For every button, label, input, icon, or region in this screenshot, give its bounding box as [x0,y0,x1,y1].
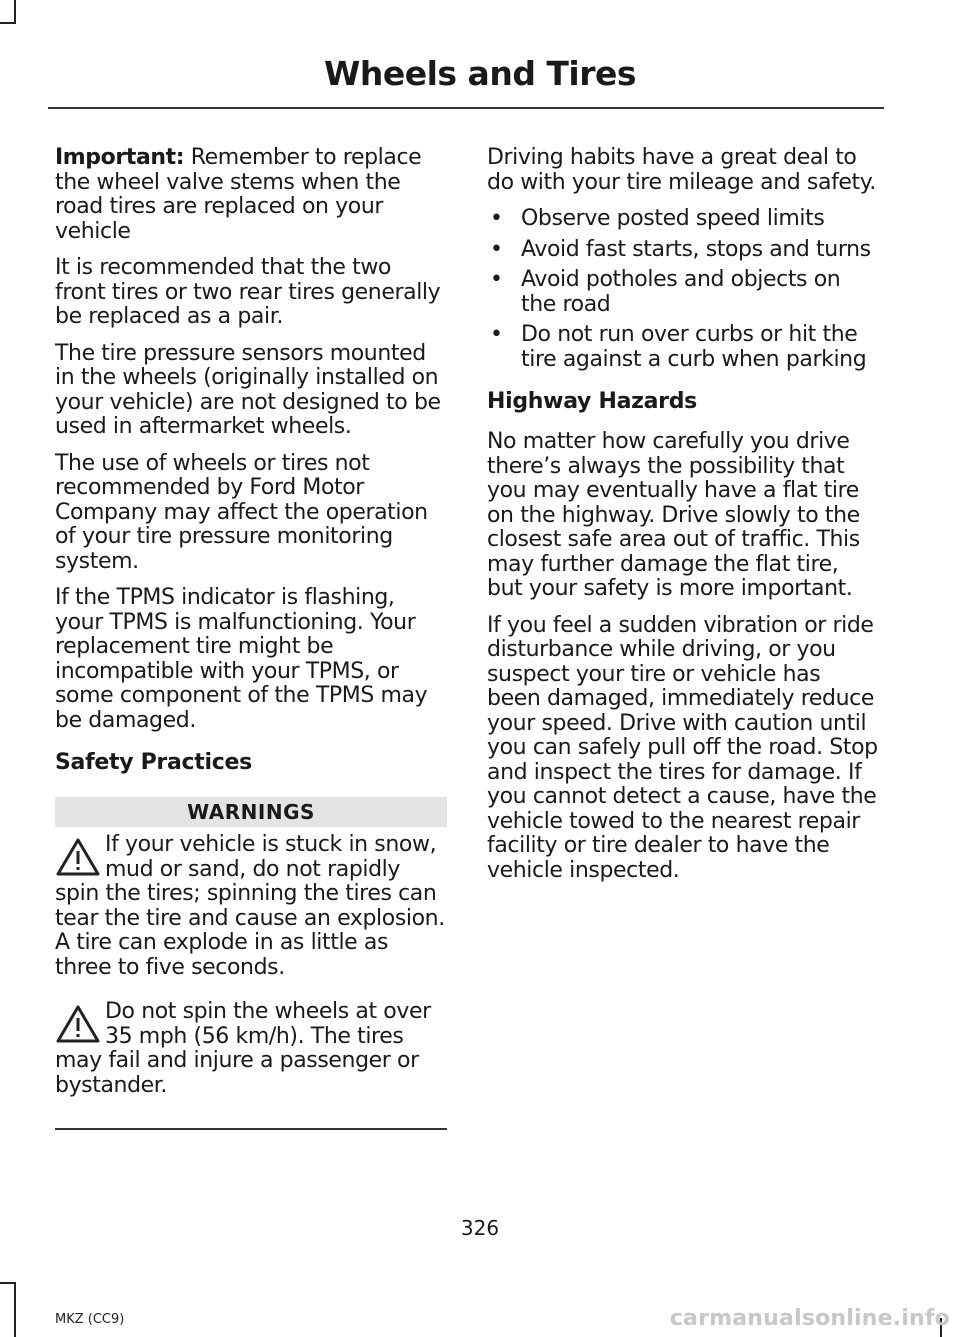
bullet: • [490,236,503,262]
paragraph-vibration: If you feel a sudden vibration or ride disturbance while driving, or you suspect your tire or vehicle has been damaged, immediately reduce your speed. Drive with caution until you can safely pull off the road. Stop and inspect the tires for damage. If you cannot detect a cause, have the vehicle towed to the nearest repair facility or tire dealer to have the vehicle inspected. [487,612,878,883]
header-rule [48,107,884,109]
list-item: • Observe posted speed limits [490,206,825,231]
paragraph-non-recommended-wheels: The use of wheels or tires not recommended by Ford Motor Company may affect the operation of your tire pressure monitoring system. [55,450,428,574]
bullet: • [490,206,503,231]
paragraph-tpms-flashing: If the TPMS indicator is flashing, your TPMS is malfunctioning. Your replacement tire might be incompatible with your TPMS, or some component of the TPMS may be damaged. [55,585,428,733]
important-note [55,146,447,244]
paragraph-tpms-sensors: The tire pressure sensors mounted in the wheels (originally installed on your vehicle) are not designed to be used in aftermarket wheels. [55,340,441,439]
important-label: Important: [55,145,185,170]
list-item: • Avoid potholes and objects on the road [490,267,841,317]
warning-triangle-icon [55,837,101,877]
page-number: 326 [460,1216,500,1240]
warning-spin-speed [55,1000,447,1098]
paragraph-pair-replacement: It is recommended that the two front tires or two rear tires generally be replaced as a pair. [55,255,441,329]
bullet: • [490,267,503,292]
crop-mark-top-left-h [0,22,16,24]
warning-stuck-vehicle [55,833,447,980]
model-label: MKZ (CC9) [55,1312,125,1327]
warning-triangle-icon [55,1004,101,1044]
crop-mark-bottom-left-h [0,1282,16,1284]
crop-mark-bottom-left-v [14,1282,16,1337]
heading-highway-hazards: Highway Hazards [487,389,697,414]
left-column [55,146,447,1130]
warnings-heading: WARNINGS [55,797,447,827]
bullet: • [490,322,503,347]
warning-2-text: Do not spin the wheels at over 35 mph (56 km/h). The tires may fail and injure a passenger or bystander. [55,999,431,1098]
driving-habits-list [487,207,879,372]
warnings-end-rule [55,1128,447,1130]
warning-1-text: If your vehicle is stuck in snow, mud or sand, do not rapidly spin the tires; spinning the tires can tear the tire and cause an explosion. A tire can explode in as little as three to five seconds. [55,832,445,980]
heading-safety-practices: Safety Practices [55,750,252,775]
crop-mark-top-left-v [14,0,16,22]
important-text: Remember to replace the wheel valve stems when the road tires are replaced on your vehicle [55,145,422,244]
right-column [487,146,879,895]
list-item: • Do not run over curbs or hit the tire against a curb when parking [490,322,867,372]
watermark: carmanualsonline.info [669,1306,950,1331]
page-title: Wheels and Tires [323,54,637,93]
list-item: • Avoid fast starts, stops and turns [490,236,871,262]
paragraph-driving-habits: Driving habits have a great deal to do with your tire mileage and safety. [487,145,876,195]
paragraph-flat-tire: No matter how carefully you drive there’s always the possibility that you may eventually have a flat tire on the highway. Drive slowly to the closest safe area out of traffic. This may further damage the flat tire, but your safety is more important. [487,429,860,601]
